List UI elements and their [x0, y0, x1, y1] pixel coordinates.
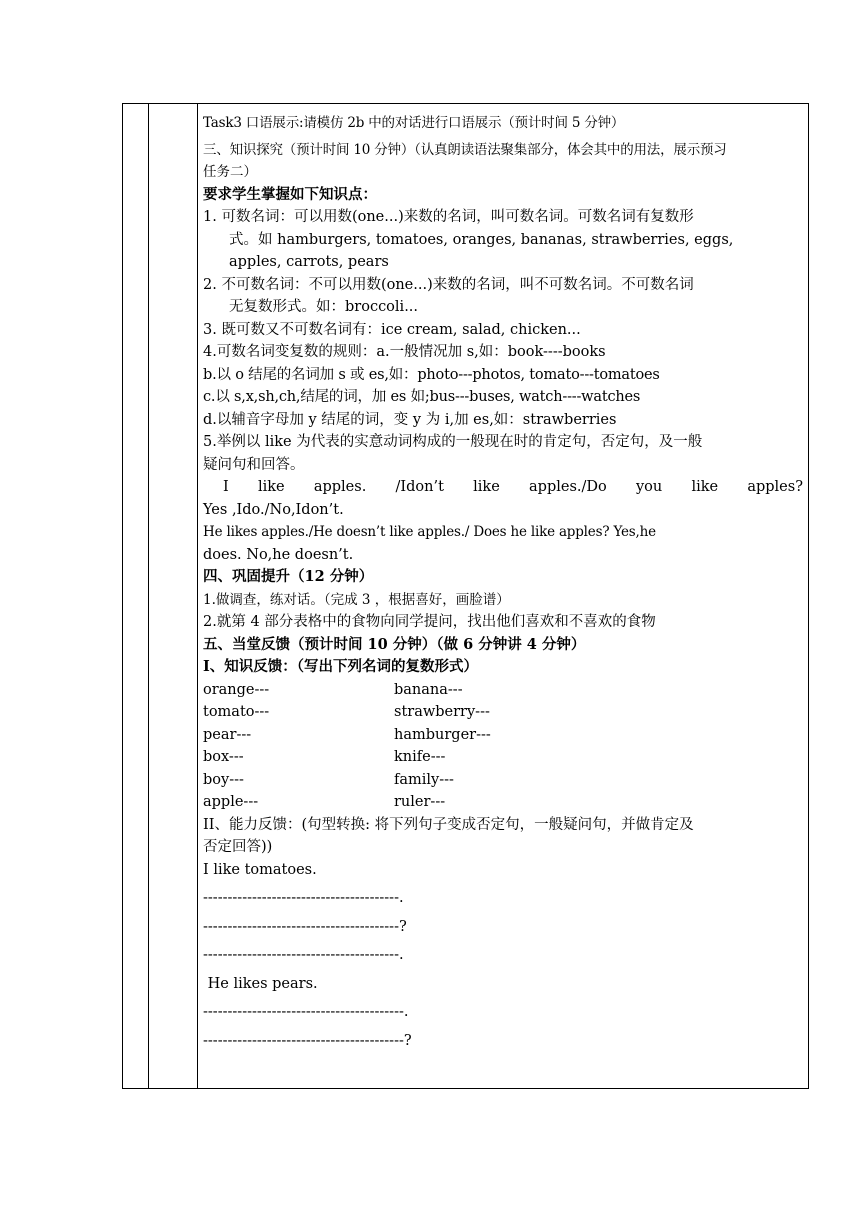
example1-word: apples./Do: [529, 479, 607, 495]
answer-blank: -----------------------------------------.: [203, 1004, 409, 1020]
example1-word: apples.: [313, 479, 367, 495]
section3-heading-cont: 任务二）: [203, 164, 257, 180]
plural-word: tomato---: [203, 704, 270, 720]
plural-row: [203, 679, 803, 702]
answer-blank: -----------------------------------------?: [203, 1032, 412, 1049]
point3: 3. 既可数又不可数名词有：ice cream, salad, chicken...: [203, 321, 581, 338]
example1-word: like: [691, 479, 719, 495]
answer-blank: ----------------------------------------?: [203, 918, 407, 935]
example1-word: I: [223, 479, 229, 495]
knowledge-feedback-heading: I、知识反馈：（写出下列名词的复数形式）: [203, 658, 479, 675]
answer-blank: ----------------------------------------.: [203, 890, 404, 906]
point1-line1: 1. 可数名词：可以用数(one...)来数的名词，叫可数名词。可数名词有复数形: [203, 209, 694, 225]
section4-item2: 2.就第 4 部分表格中的食物向同学提问，找出他们喜欢和不喜欢的食物: [203, 614, 656, 630]
point5-line2: 疑问句和回答。: [203, 456, 305, 473]
example1-word: like: [257, 479, 285, 495]
plural-word: pear---: [203, 726, 252, 743]
section3-heading: 三、知识探究（预计时间 10 分钟）（认真朗读语法聚集部分，体会其中的用法，展示预习: [203, 141, 727, 158]
point4c: c.以 s,x,sh,ch,结尾的词，加 es 如;bus---buses, watch----watches: [203, 389, 641, 405]
plural-row: [203, 769, 803, 792]
example1-line2: Yes ,Ido./No,Idon’t.: [203, 501, 344, 518]
plural-word: apple---: [203, 794, 259, 810]
point4: 4.可数名词变复数的规则：a.一般情况加 s,如：book----books: [203, 344, 606, 360]
lesson-content: [203, 112, 803, 1052]
example2-line1: He likes apples./He doesn’t like apples./ Does he like apples? Yes,he: [203, 524, 656, 540]
plural-word: banana---: [394, 681, 463, 698]
plural-row: [203, 791, 803, 814]
example1-word: /Idon’t: [395, 479, 444, 495]
point1-line3: apples, carrots, pears: [229, 254, 389, 270]
point4d: d.以辅音字母加 y 结尾的词，变 y 为 i,加 es,如：strawberries: [203, 411, 617, 428]
plural-row: [203, 701, 803, 724]
ability-feedback-heading: II、能力反馈：(句型转换: 将下列句子变成否定句，一般疑问句，并做肯定及: [203, 816, 694, 833]
plural-word: knife---: [394, 749, 446, 765]
section4-item1: 1.做调查，练对话。（完成 3 ，根据喜好，画脸谱）: [203, 591, 510, 608]
point2-line1: 2. 不可数名词：不可以用数(one...)来数的名词，叫不可数名词。不可数名词: [203, 276, 694, 293]
table-column-1: [123, 104, 149, 1088]
point1-line2: 式。如 hamburgers, tomatoes, oranges, bananas, strawberries, eggs,: [229, 231, 734, 248]
plural-word: box---: [203, 749, 244, 765]
answer-blank: ----------------------------------------.: [203, 947, 404, 963]
lesson-table: [122, 103, 809, 1089]
point2-line2: 无复数形式。如：broccoli...: [229, 299, 419, 315]
point5-line1: 5.举例以 like 为代表的实意动词构成的一般现在时的肯定句，否定句，及一般: [203, 434, 703, 450]
plural-word: ruler---: [394, 794, 446, 810]
section4-heading: 四、巩固提升（12 分钟）: [203, 568, 374, 585]
plural-word: family---: [394, 771, 454, 788]
example1-line1: [203, 476, 803, 499]
example1-word: like: [473, 479, 500, 495]
plural-row: [203, 724, 803, 747]
requirement-heading: 要求学生掌握如下知识点：: [203, 185, 377, 203]
plural-word: hamburger---: [394, 726, 491, 743]
example2-line2: does. No,he doesn’t.: [203, 546, 354, 563]
example1-word: you: [635, 479, 663, 495]
sentence1: I like tomatoes.: [203, 861, 317, 878]
example1-word: apples?: [747, 479, 803, 495]
table-column-2: [148, 104, 198, 1088]
ability-feedback-heading-cont: 否定回答)): [203, 839, 273, 855]
plural-word: orange---: [203, 681, 270, 698]
sentence2: He likes pears.: [203, 975, 318, 992]
point4b: b.以 o 结尾的名词加 s 或 es,如：photo---photos, tomato---tomatoes: [203, 366, 660, 383]
plural-word: boy---: [203, 771, 244, 788]
section5-heading: 五、当堂反馈（预计时间 10 分钟）（做 6 分钟讲 4 分钟）: [203, 635, 586, 653]
plural-word: strawberry---: [394, 704, 490, 720]
task3-line: Task3 口语展示:请模仿 2b 中的对话进行口语展示（预计时间 5 分钟）: [203, 115, 625, 131]
plural-row: [203, 746, 803, 769]
